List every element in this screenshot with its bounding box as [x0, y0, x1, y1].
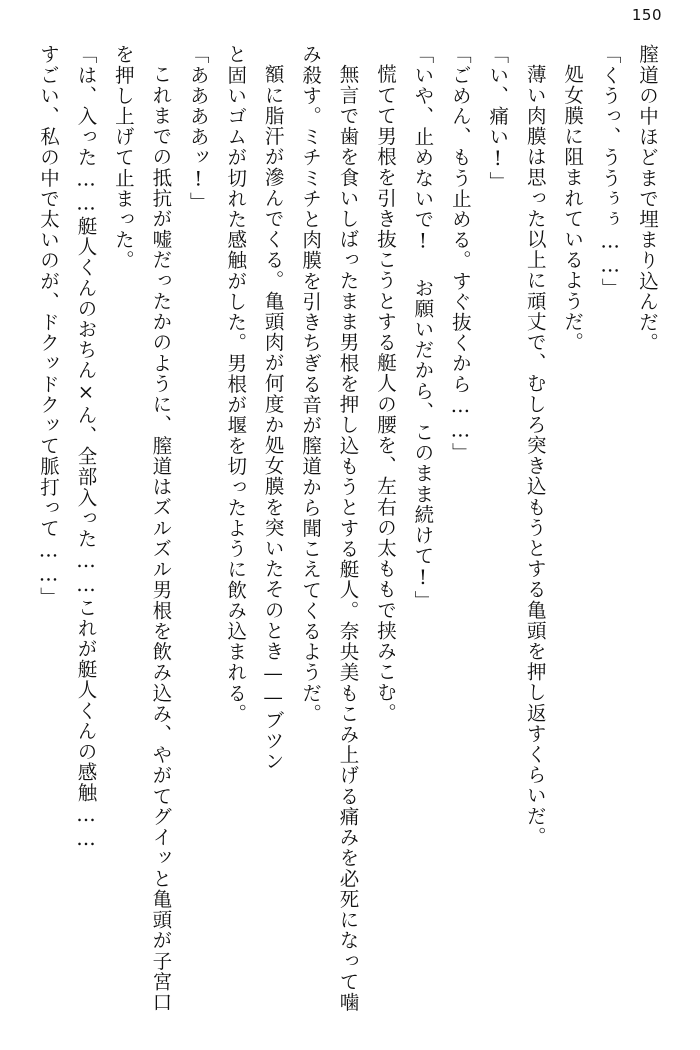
paragraph: これまでの抵抗が嘘だったかのように、膣道はズルズル男根を飲み込み、やがてグイッと亀頭が子宮口を押し上げて止まった。 — [111, 44, 173, 1012]
page-number: 150 — [631, 6, 662, 24]
paragraph: 無言で歯を食いしばったまま男根を押し込もうとする艇人。奈央美もこみ上げる痛みを必死になって噛み殺す。ミチミチと肉膜を引きちぎる音が膣道から聞こえてくるようだ。 — [299, 44, 360, 1012]
paragraph: 「い、痛い!」 — [486, 44, 510, 192]
paragraph: 額に脂汗が滲んでくる。亀頭肉が何度か処女膜を突いたそのとき——ブツン — [261, 63, 285, 771]
paragraph: 「くうっ、ううぅぅ……」 — [598, 44, 622, 299]
paragraph: 膣道の中ほどまで埋まり込んだ。 — [636, 44, 659, 353]
page-text-body — [34, 44, 666, 1012]
paragraph: 慌てて男根を引き抜こうとする艇人の腰を、左右の太ももで挟みこむ。 — [373, 63, 397, 723]
paragraph: すごい、私の中で太いのが、ドクッドクッて脈打って……」 — [37, 44, 60, 608]
paragraph: 「いや、止めないで! お願いだから、このまま続けて!」 — [411, 44, 435, 611]
paragraph: 処女膜に阻まれているようだ。 — [561, 63, 585, 352]
paragraph: 「ああああッ!」 — [186, 44, 210, 213]
paragraph: 薄い肉膜は思った以上に頑丈で、むしろ突き込もうとする亀頭を押し返すくらいだ。 — [523, 63, 547, 847]
paragraph: 「は、入った……艇人くんのおちん×ん、全部入った……これが艇人くんの感触…… — [74, 44, 98, 852]
paragraph: と固いゴムが切れた感触がした。男根が堰を切ったように飲み込まれる。 — [224, 44, 248, 724]
paragraph: 「ごめん、もう止める。すぐ抜くから……」 — [448, 44, 472, 463]
